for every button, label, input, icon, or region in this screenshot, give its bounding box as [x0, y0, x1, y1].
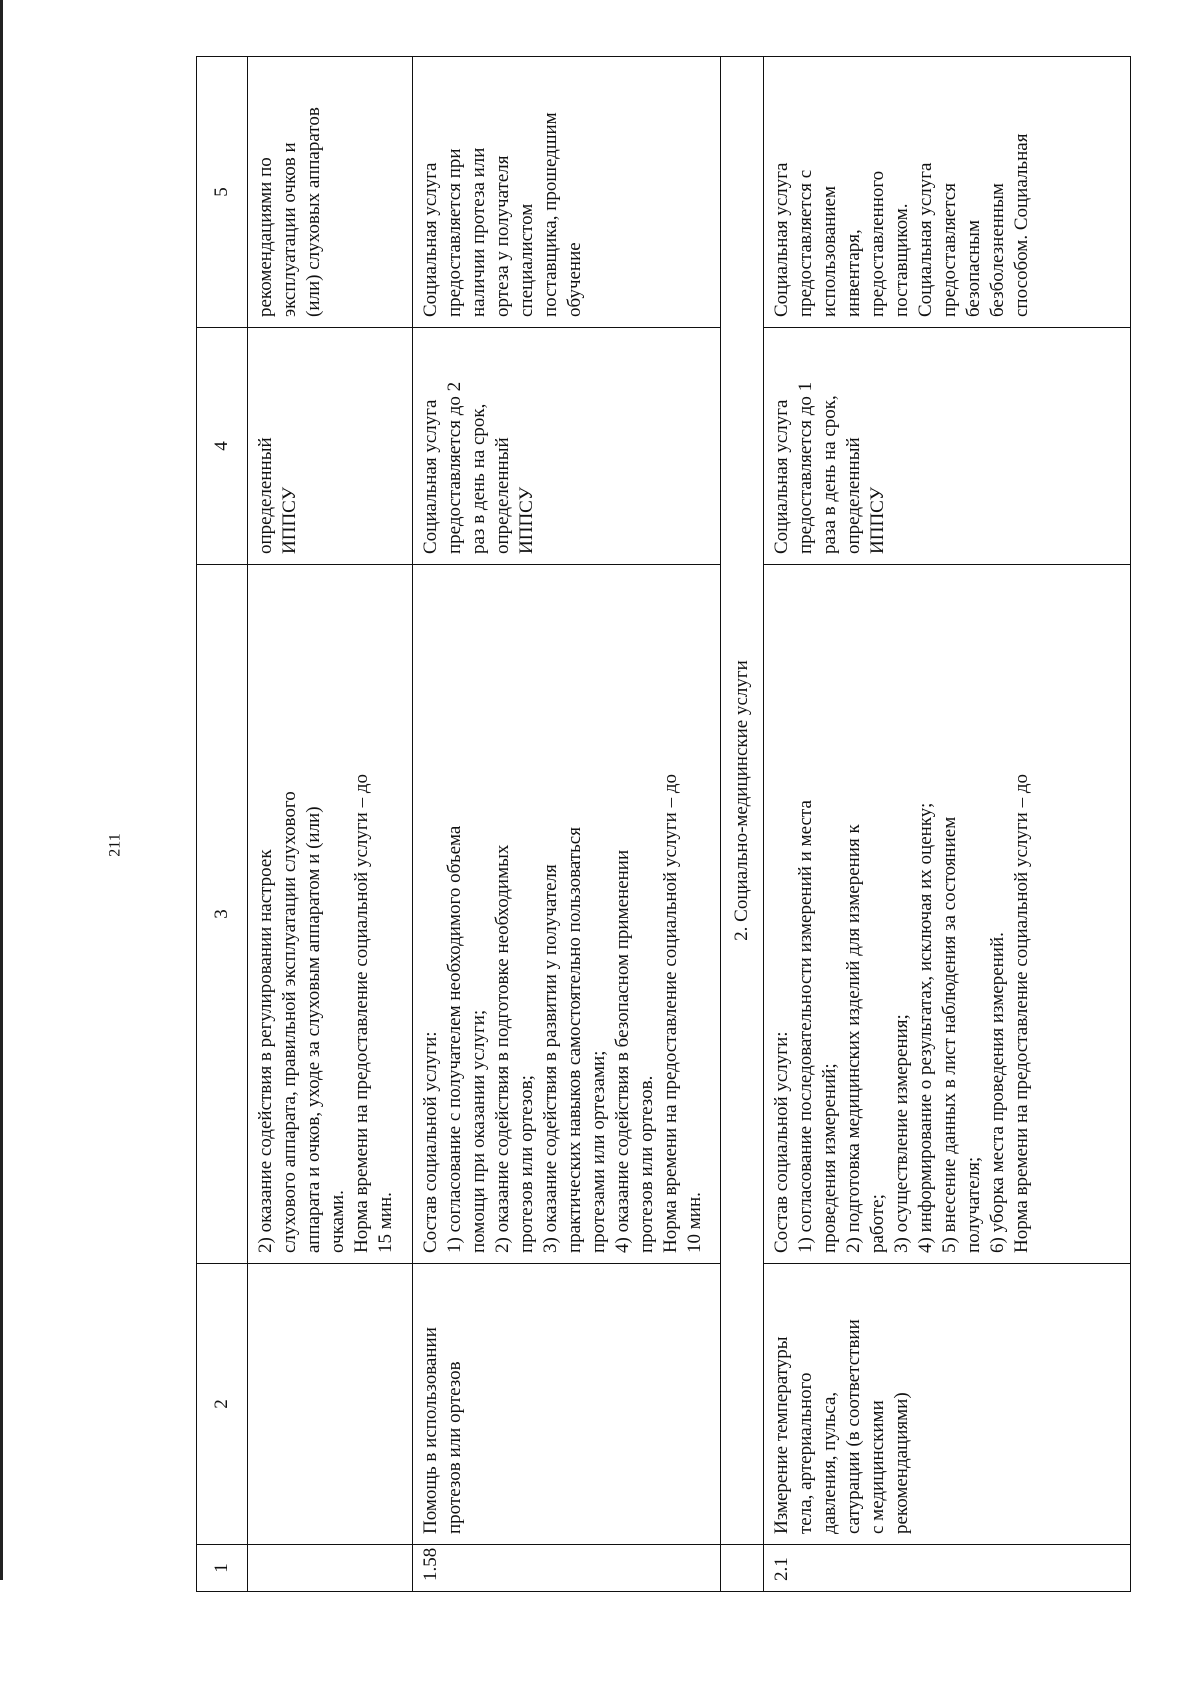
table-row-2-1 [764, 57, 1131, 1592]
text-line: предоставляется до 1 [795, 381, 816, 554]
text-line: обучение [564, 242, 585, 317]
text-line: очками. [327, 1190, 348, 1253]
cell-composition [413, 565, 721, 1264]
text-line: (или) слуховых аппаратов [303, 107, 324, 317]
text-line: 6) уборка места проведения измерений. [987, 932, 1008, 1253]
cell-frequency [764, 328, 1131, 565]
text-line: 2) оказание содействия в подготовке необходимых [492, 844, 513, 1253]
text-line: рекомендациями по [255, 157, 276, 317]
text-line: сатурации (в соответствии [843, 1319, 864, 1534]
text-line: протезами или ортезами; [588, 1050, 609, 1253]
page-number: 211 [106, 833, 124, 857]
text-line: Социальная услуга [915, 162, 936, 317]
cell-frequency [413, 328, 721, 565]
text-line: использованием [819, 185, 840, 317]
text-line: способом. Социальная [1011, 133, 1032, 317]
text-line: определенный [255, 437, 276, 554]
text-line: ортеза у получателя [492, 155, 513, 317]
cell-conditions [248, 57, 413, 328]
text-line: 5) внесение данных в лист наблюдения за состоянием [939, 816, 960, 1253]
text-line: рекомендациями) [891, 1392, 912, 1534]
cell-number: 1.58 [413, 1545, 721, 1592]
text-line: ИППСУ [516, 486, 537, 554]
text-line: работе; [867, 1194, 888, 1253]
text-line: инвентаря, [843, 229, 864, 317]
section-row [721, 57, 764, 1592]
text-line: 4) информирование о результатах, исключая их оценку; [915, 802, 936, 1253]
text-line: 1) согласование последовательности измерений и места [795, 800, 816, 1253]
text-line: тела, артериального [795, 1372, 816, 1534]
text-line: раз в день на срок, [468, 403, 489, 554]
text-line: 15 мин. [375, 1192, 396, 1253]
text-line: специалистом [516, 203, 537, 317]
text-line: определенный [843, 437, 864, 554]
text-line: наличии протеза или [468, 147, 489, 317]
header-col-2: 2 [197, 1264, 248, 1545]
text-line: Помощь в использовании [420, 1327, 441, 1534]
text-line: ИППСУ [867, 486, 888, 554]
text-line: аппарата и очков, уходе за слуховым аппаратом и (или) [303, 806, 324, 1253]
header-row [197, 57, 248, 1592]
text-line: протезов или ортезов. [636, 1075, 657, 1253]
text-line: давления, пульса, [819, 1391, 840, 1534]
text-line: предоставляется до 2 [444, 381, 465, 554]
text-line: помощи при оказании услуги; [468, 1009, 489, 1253]
text-line: Состав социальной услуги: [420, 1031, 441, 1253]
text-line: протезов или ортезов; [516, 1075, 537, 1253]
text-line: Норма времени на предоставление социальной услуги – до [660, 774, 681, 1253]
header-col-3: 3 [197, 565, 248, 1264]
header-col-1: 1 [197, 1545, 248, 1592]
text-line: предоставляется [939, 183, 960, 317]
text-line: Измерение температуры [771, 1336, 792, 1534]
section-title: 2. Социально-медицинские услуги [721, 57, 764, 1545]
cell-number [248, 1545, 413, 1592]
text-line: определенный [492, 437, 513, 554]
header-col-4: 4 [197, 328, 248, 565]
text-line: безопасным [963, 220, 984, 317]
text-line: Социальная услуга [420, 399, 441, 554]
text-line: 4) оказание содействия в безопасном применении [612, 849, 633, 1253]
text-line: предоставляется с [795, 169, 816, 317]
text-line: с медицинскими [867, 1400, 888, 1534]
text-line: предоставленного [867, 170, 888, 317]
text-line: слухового аппарата, правильной эксплуатации слухового [279, 791, 300, 1253]
cell-service-name [413, 1264, 721, 1545]
text-line: Социальная услуга [420, 162, 441, 317]
rotated-table-container [196, 102, 1131, 1592]
text-line: ИППСУ [279, 486, 300, 554]
text-line: Норма времени на предоставление социальной услуги – до [1011, 774, 1032, 1253]
text-line: практических навыков самостоятельно пользоваться [564, 827, 585, 1253]
cell-number: 2.1 [764, 1545, 1131, 1592]
text-line: получателя; [963, 1156, 984, 1253]
cell-conditions [413, 57, 721, 328]
section-empty-cell [721, 1545, 764, 1592]
cell-composition [764, 565, 1131, 1264]
text-line: 10 мин. [684, 1192, 705, 1253]
text-line: эксплуатации очков и [279, 142, 300, 317]
header-col-5: 5 [197, 57, 248, 328]
text-line: безболезненным [987, 183, 1008, 317]
text-line: поставщиком. [891, 203, 912, 317]
text-line: протезов или ортезов [444, 1361, 465, 1534]
text-line: проведения измерений; [819, 1063, 840, 1253]
text-line: Норма времени на предоставление социальной услуги – до [351, 774, 372, 1253]
cell-frequency [248, 328, 413, 565]
services-table [196, 56, 1131, 1592]
text-line: раза в день на срок, [819, 395, 840, 554]
text-line: 3) осуществление измерения; [891, 1014, 912, 1253]
text-line: 1) согласование с получателем необходимого объема [444, 825, 465, 1253]
table-row-1-58 [413, 57, 721, 1592]
text-line: предоставляется при [444, 148, 465, 317]
text-line: поставщика, прошедшим [540, 112, 561, 317]
text-line: Социальная услуга [771, 162, 792, 317]
table-row-continuation [248, 57, 413, 1592]
text-line: 3) оказание содействия в развитии у получателя [540, 864, 561, 1253]
text-line: 2) подготовка медицинских изделий для измерения к [843, 824, 864, 1253]
text-line: Состав социальной услуги: [771, 1031, 792, 1253]
text-line: Социальная услуга [771, 399, 792, 554]
scan-edge-line [0, 0, 3, 1580]
text-line: 2) оказание содействия в регулировании настроек [255, 849, 276, 1253]
cell-service-name [764, 1264, 1131, 1545]
cell-service-name [248, 1264, 413, 1545]
cell-conditions [764, 57, 1131, 328]
cell-composition [248, 565, 413, 1264]
